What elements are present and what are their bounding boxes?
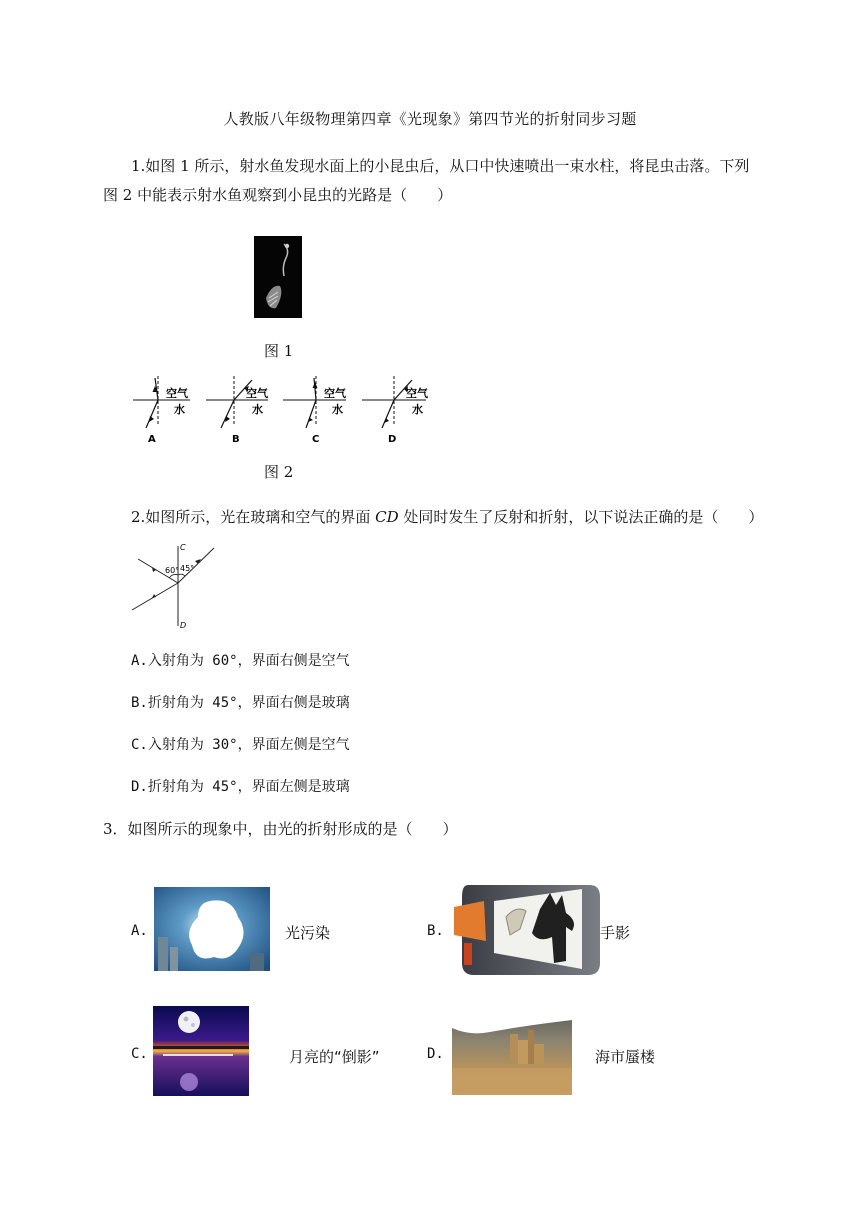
q2-refraction-diagram [128,540,220,632]
diagram-a-letter: A [148,434,156,445]
moon-reflection-photo [153,1006,249,1096]
diagram-d-water-label: 水 [412,403,423,416]
q2-stem-part1: 2.如图所示，光在玻璃和空气的界面 [131,508,376,526]
archer-fish-photo [254,236,302,318]
q2-fig-angle-60: 60° [165,566,180,575]
diagram-d [362,376,429,445]
q2-option-a: A.入射角为 60°，界面右侧是空气 [131,653,350,669]
q3-option-d-letter: D. [427,1046,444,1062]
q2-fig-label-c: C [180,543,186,552]
q3-option-a-label: 光污染 [285,924,331,942]
q3-option-c-letter: C. [131,1046,148,1062]
fig2-caption: 图 2 [264,463,294,481]
q3-option-a-letter: A. [131,923,148,939]
q3-option-d-label: 海市蜃楼 [595,1048,656,1066]
q2-option-c: C.入射角为 30°，界面左侧是空气 [131,737,350,753]
q2-fig-angle-45: 45° [180,564,195,573]
q2-stem-cd: CD [375,508,399,526]
light-pollution-photo [154,887,270,971]
diagram-b-letter: B [232,434,240,445]
q2-option-d: D.折射角为 45°，界面左侧是玻璃 [131,779,350,795]
diagram-c-air-label: 空气 [324,387,346,400]
q1-stem-line1: 1.如图 1 所示，射水鱼发现水面上的小昆虫后，从口中快速喷出一束水柱，将昆虫击落。下列 [131,157,750,175]
fig1-caption: 图 1 [264,342,294,360]
q2-stem [131,503,763,531]
diagram-b [206,376,269,445]
page-title: 人教版八年级物理第四章《光现象》第四节光的折射同步习题 [223,110,637,128]
q3-stem: 3．如图所示的现象中，由光的折射形成的是（ ） [103,820,458,838]
q2-fig-label-d: D [180,621,187,630]
q2-option-b: B.折射角为 45°，界面右侧是玻璃 [131,695,350,711]
q1-stem-line2: 图 2 中能表示射水鱼观察到小昆虫的光路是（ ） [103,186,453,204]
q2-stem-part2: 处同时发生了反射和折射，以下说法正确的是（ ） [398,508,764,526]
hand-shadow-photo [454,883,600,975]
q3-option-c-label: 月亮的“倒影” [289,1048,380,1066]
diagram-c-letter: C [312,434,320,445]
diagram-d-air-label: 空气 [406,387,428,400]
diagram-a-air-label: 空气 [166,387,188,400]
diagram-b-water-label: 水 [252,403,263,416]
diagram-c [283,376,347,445]
fig2-light-path-diagrams [128,370,448,450]
diagram-d-letter: D [388,434,397,445]
q3-option-b-letter: B. [427,923,444,939]
diagram-b-air-label: 空气 [246,387,268,400]
mirage-photo [452,1010,572,1095]
diagram-a-water-label: 水 [174,403,185,416]
diagram-c-water-label: 水 [332,403,343,416]
diagram-a [133,376,190,445]
q3-option-b-label: 手影 [600,924,631,942]
